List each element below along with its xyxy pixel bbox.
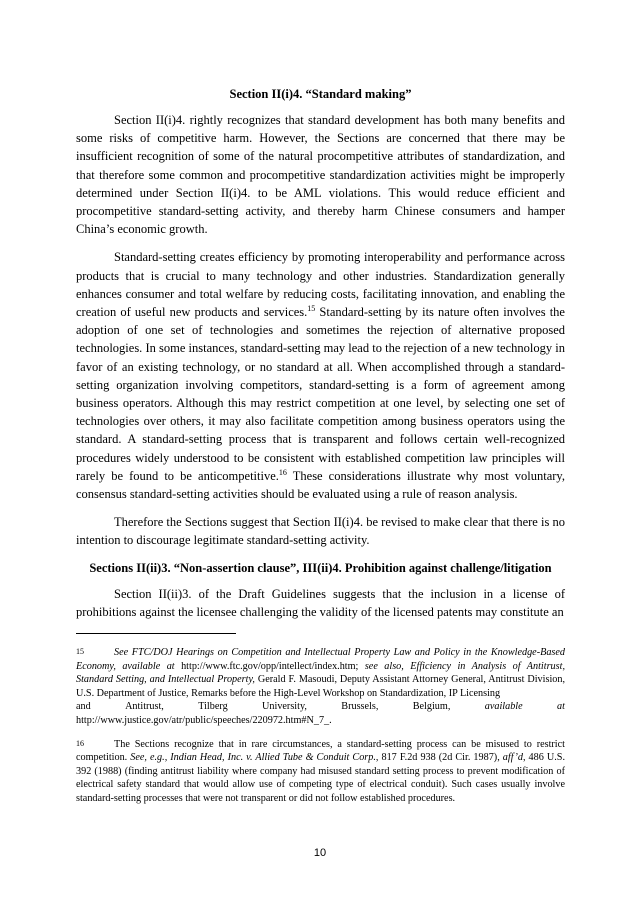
paragraph-1: Section II(i)4. rightly recognizes that standard development has both many benefits and some risks of competitive harm. However, the Sections are concerned that there may be insufficient recognition of some of the natural procompetitive attributes of standardization, and that therefore some common and procompetitive standardization activities might be improperly determined under Section II(i)4. to be AML violations. This would reduce efficient and procompetitive standard-setting activity, and thereby harm Chinese consumers and hamper China’s economic growth. [76, 113, 565, 237]
footnote-ref-16[interactable]: 16 [278, 467, 287, 477]
footnote-15-spaced-line: and Antitrust, Tilberg University, Brussels, Belgium, available at [76, 701, 565, 713]
footnote-15 [76, 646, 565, 728]
footnote-15-url[interactable]: http://www.justice.gov/atr/public/speeches/220972.htm#N_7_. [76, 715, 332, 727]
paragraph-2-part-c: These considerations illustrate why most voluntary, consensus standard-setting activities should be evaluated using a rule of reason analysis. [76, 468, 565, 502]
section-heading-standard-making: Section II(i)4. “Standard making” [229, 87, 412, 101]
paragraph-4: Section II(ii)3. of the Draft Guidelines suggests that the inclusion in a license of prohibitions against the licensee challenging the validity of the licensed patents may constitute an [76, 586, 565, 619]
document-page [76, 86, 565, 816]
section-heading-non-assertion: Sections II(ii)3. “Non-assertion clause”, III(ii)4. Prohibition against challenge/litigation [89, 560, 552, 575]
paragraph-2-part-a: Standard-setting creates efficiency by promoting interoperability and performance across products that is crucial to many technology and other industries. Standardization generally enhances consumer and total welfare by reducing costs, facilitating innovation, and enabling the creation of useful new products and services. [76, 250, 565, 320]
paragraph-2-part-b: Standard-setting by its nature often involves the adoption of one set of technologies and sometimes the rejection of alternative proposed technologies. In some instances, standard-setting may lead to the rejection of a new technology in favor of an existing technology, or no standard at all. When accomplished through a standard-setting organization involving competitors, standard-setting is a form of agreement among business operators. Although this may restrict competition at one level, by selecting one set of technologies over others, it may also facilitate competition among business operators using the standard. A standard-setting process that is transparent and follows certain well-recognized procedures widely understood to be consistent with established competition law principles will rarely be found to be anticompetitive. [76, 305, 565, 483]
footnote-divider [76, 633, 236, 634]
footnote-15-number: 15 [76, 647, 84, 657]
page-number: 10 [313, 847, 327, 859]
paragraph-2 [76, 248, 565, 503]
footnote-16-text: The Sections recognize that in rare circumstances, a standard-setting process can be misused to restrict competition. See, e.g., Indian Head, Inc. v. Allied Tube & Conduit Corp., 817 F.2d 938 (2d Cir. 1987), aff’d, 486 U.S. 392 (1988) (finding antitrust liability where company had misused standard setting process to prevent modification of electrical safety standard that would allow use of competing type of electrical conduit). Such cases usually involve standard-setting processes that were not transparent or did not follow established procedures. [76, 738, 565, 805]
paragraph-3: Therefore the Sections suggest that Section II(i)4. be revised to make clear that there is no intention to discourage legitimate standard-setting activity. [76, 515, 565, 548]
footnote-15-text: See FTC/DOJ Hearings on Competition and Intellectual Property Law and Policy in the Knowledge-Based Economy, available at http://www.ftc.gov/opp/intellect/index.htm; see also, Efficiency in Analysis of Antitrust, Standard Setting, and Intellectual Property, Gerald F. Masoudi, Deputy Assistant Attorney General, Antitrust Division, U.S. Department of Justice, Remarks before the High-Level Workshop on Standardization, IP Licensing [76, 647, 566, 699]
footnote-ref-15[interactable]: 15 [307, 303, 316, 313]
footnote-16-number: 16 [76, 738, 84, 748]
footnote-16 [76, 738, 565, 806]
